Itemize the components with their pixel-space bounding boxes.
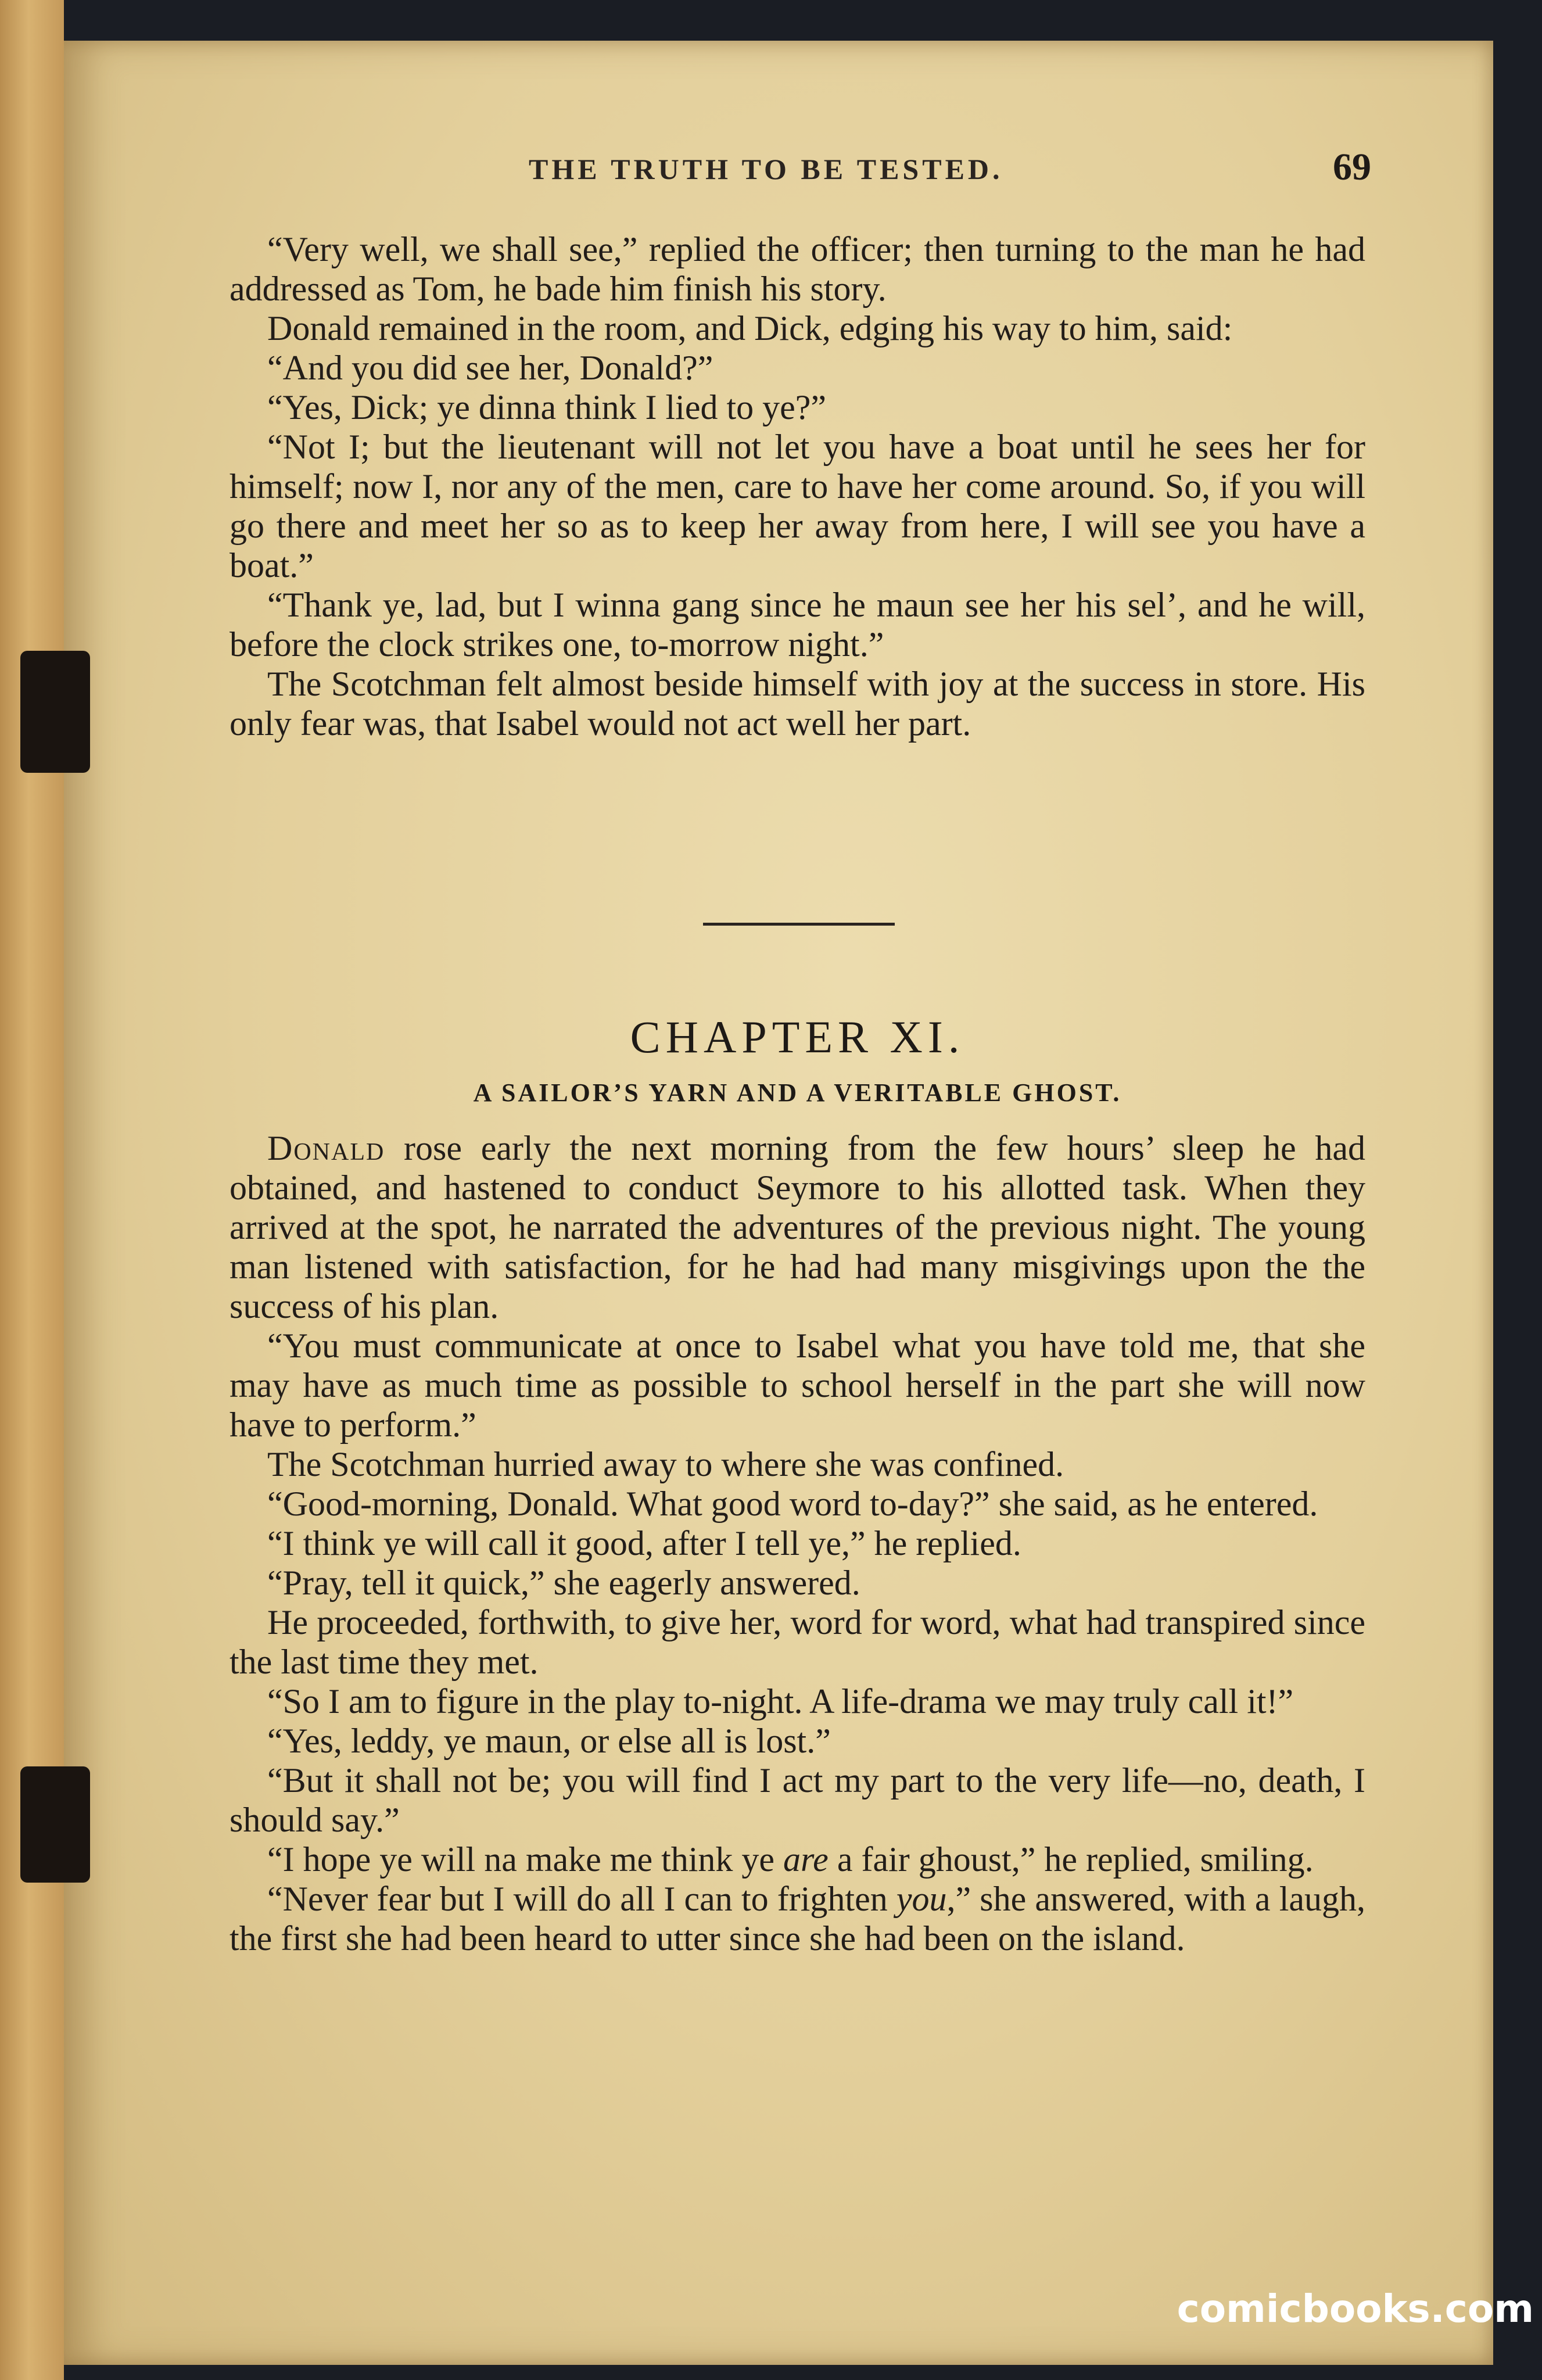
paragraph: “But it shall not be; you will find I act my part to the very life—no, death, I should say.” [229,1761,1365,1839]
text-section-2 [229,1128,1365,1958]
opening-paragraph-text: rose early the next morning from the few hours’ sleep he had obtained, and hastened to conduct Seymore to his allotted task. When they arrived at the spot, he narrated the adventures of the previous night. The young man listened with satisfaction, for he had had many misgivings upon the the success of his plan. [229,1129,1365,1325]
paragraph: “Yes, Dick; ye dinna think I lied to ye?” [267,388,827,426]
paragraph [229,1879,1365,1958]
paragraph: He proceeded, forthwith, to give her, word for word, what had transpired since the last time they met. [229,1603,1365,1681]
paragraph: “Not I; but the lieutenant will not let you have a boat until he sees her for himself; now I, nor any of the men, care to have her come around. So, if you will go there and meet her so as to keep her away from here, I will see you have a boat.” [229,428,1365,585]
text-run: “I hope ye will na make me think ye [267,1840,784,1879]
running-head: THE TRUTH TO BE TESTED. [529,153,1003,185]
text-section-1 [229,230,1365,743]
text-run: ,” she answered, with a laugh, the first she had been heard to utter since she had been on the island. [229,1880,1366,1958]
paragraph: “And you did see her, Donald?” [267,349,713,387]
paragraph: Donald remained in the room, and Dick, edging his way to him, said: [267,309,1233,347]
page-number: 69 [1333,146,1371,188]
italic-word: are [783,1840,829,1879]
paragraph: The Scotchman hurried away to where she was confined. [267,1445,1064,1483]
paragraph: The Scotchman felt almost beside himself with joy at the success in store. His only fear was, that Isabel would not act well her part. [229,665,1365,743]
chapter-title: CHAPTER XI. [630,1012,965,1062]
paragraph: “Thank ye, lad, but I winna gang since he maun see her his sel’, and he will, before the clock strikes one, to-morrow night.” [229,586,1365,664]
paragraph: “Yes, leddy, ye maun, or else all is lost.” [267,1722,831,1760]
chapter-opening-paragraph [229,1128,1365,1326]
paragraph: “I think ye will call it good, after I tell ye,” he replied. [267,1524,1021,1562]
section-divider-rule [703,923,895,926]
paragraph: “So I am to figure in the play to-night. A life-drama we may truly call it!” [267,1682,1294,1721]
binding-thread-bottom [20,1766,90,1883]
paragraph: “You must communicate at once to Isabel what you have told me, that she may have as much time as possible to school herself in the part she will now have to perform.” [229,1327,1365,1444]
book-spine-edge [0,0,64,2380]
paragraph: “Pray, tell it quick,” she eagerly answered. [267,1564,860,1602]
binding-thread-top [20,651,90,773]
paragraph [229,1840,1365,1879]
opening-word: Donald [267,1129,385,1167]
paragraph: “Good-morning, Donald. What good word to-day?” she said, as he entered. [267,1485,1318,1523]
text-run: “Never fear but I will do all I can to frighten [267,1880,896,1918]
chapter-subtitle: A SAILOR’S YARN AND A VERITABLE GHOST. [473,1078,1122,1107]
watermark-logo: comicbooks.com [1177,2286,1534,2331]
paragraph: “Very well, we shall see,” replied the officer; then turning to the man he had addressed as Tom, he bade him finish his story. [229,230,1365,308]
italic-word: you [896,1880,947,1918]
text-run: a fair ghoust,” he replied, smiling. [828,1840,1314,1879]
